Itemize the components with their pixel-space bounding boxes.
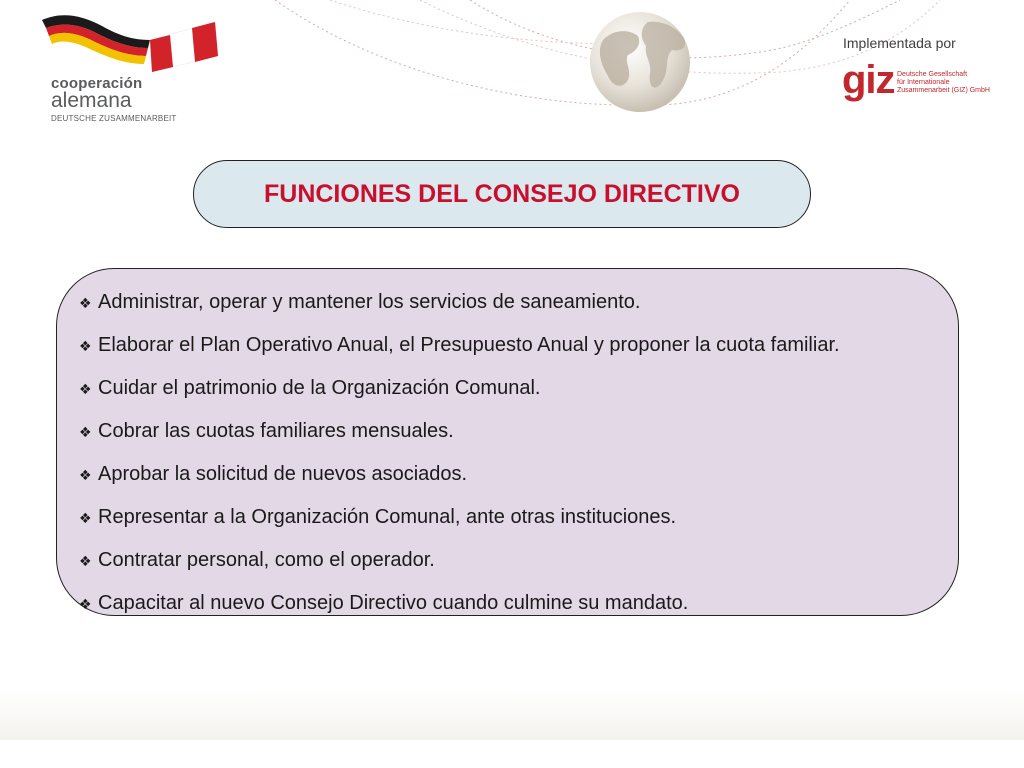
logo-text-deutsche-zusammenarbeit: DEUTSCHE ZUSAMMENARBEIT xyxy=(51,114,177,123)
list-item-text: Administrar, operar y mantener los servicios de saneamiento. xyxy=(98,291,641,313)
list-item-text: Contratar personal, como el operador. xyxy=(98,549,435,571)
diamond-bullet-icon: ❖ xyxy=(79,554,92,570)
list-item xyxy=(79,420,840,445)
giz-wordmark: giz xyxy=(842,58,895,102)
list-item xyxy=(79,549,840,574)
logo-text-cooperacion: cooperación xyxy=(51,75,143,92)
giz-full-name xyxy=(897,71,990,95)
functions-list xyxy=(79,291,840,635)
title-box xyxy=(193,160,811,228)
giz-full-name-line-1: Deutsche Gesellschaft xyxy=(897,71,968,78)
giz-full-name-line-2: für Internationale xyxy=(897,79,950,86)
diamond-bullet-icon: ❖ xyxy=(79,425,92,441)
list-item-text: Representar a la Organización Comunal, ante otras instituciones. xyxy=(98,506,677,528)
diamond-bullet-icon: ❖ xyxy=(79,511,92,527)
list-item xyxy=(79,592,840,617)
logo-text-alemana: alemana xyxy=(51,89,132,112)
flag-ribbon-icon xyxy=(40,12,230,82)
list-item-text: Elaborar el Plan Operativo Anual, el Presupuesto Anual y proponer la cuota familiar. xyxy=(98,334,840,356)
globe-icon xyxy=(590,12,690,112)
giz-logo xyxy=(840,32,1000,112)
diamond-bullet-icon: ❖ xyxy=(79,597,92,613)
giz-full-name-line-3: Zusammenarbeit (GIZ) GmbH xyxy=(897,87,990,94)
list-item-text: Cuidar el patrimonio de la Organización Comunal. xyxy=(98,377,541,399)
list-item-text: Capacitar al nuevo Consejo Directivo cuando culmine su mandato. xyxy=(98,592,689,614)
page-title: FUNCIONES DEL CONSEJO DIRECTIVO xyxy=(264,180,740,208)
diamond-bullet-icon: ❖ xyxy=(79,339,92,355)
diamond-bullet-icon: ❖ xyxy=(79,382,92,398)
list-item xyxy=(79,377,840,402)
list-item-text: Aprobar la solicitud de nuevos asociados. xyxy=(98,463,468,485)
implementada-por-label: Implementada por xyxy=(843,35,956,51)
diamond-bullet-icon: ❖ xyxy=(79,296,92,312)
list-item xyxy=(79,463,840,488)
list-item xyxy=(79,334,840,359)
diamond-bullet-icon: ❖ xyxy=(79,468,92,484)
list-item xyxy=(79,506,840,531)
bottom-band xyxy=(0,690,1024,740)
list-item xyxy=(79,291,840,316)
functions-box xyxy=(56,268,959,616)
list-item-text: Cobrar las cuotas familiares mensuales. xyxy=(98,420,454,442)
cooperacion-alemana-logo xyxy=(40,12,230,122)
